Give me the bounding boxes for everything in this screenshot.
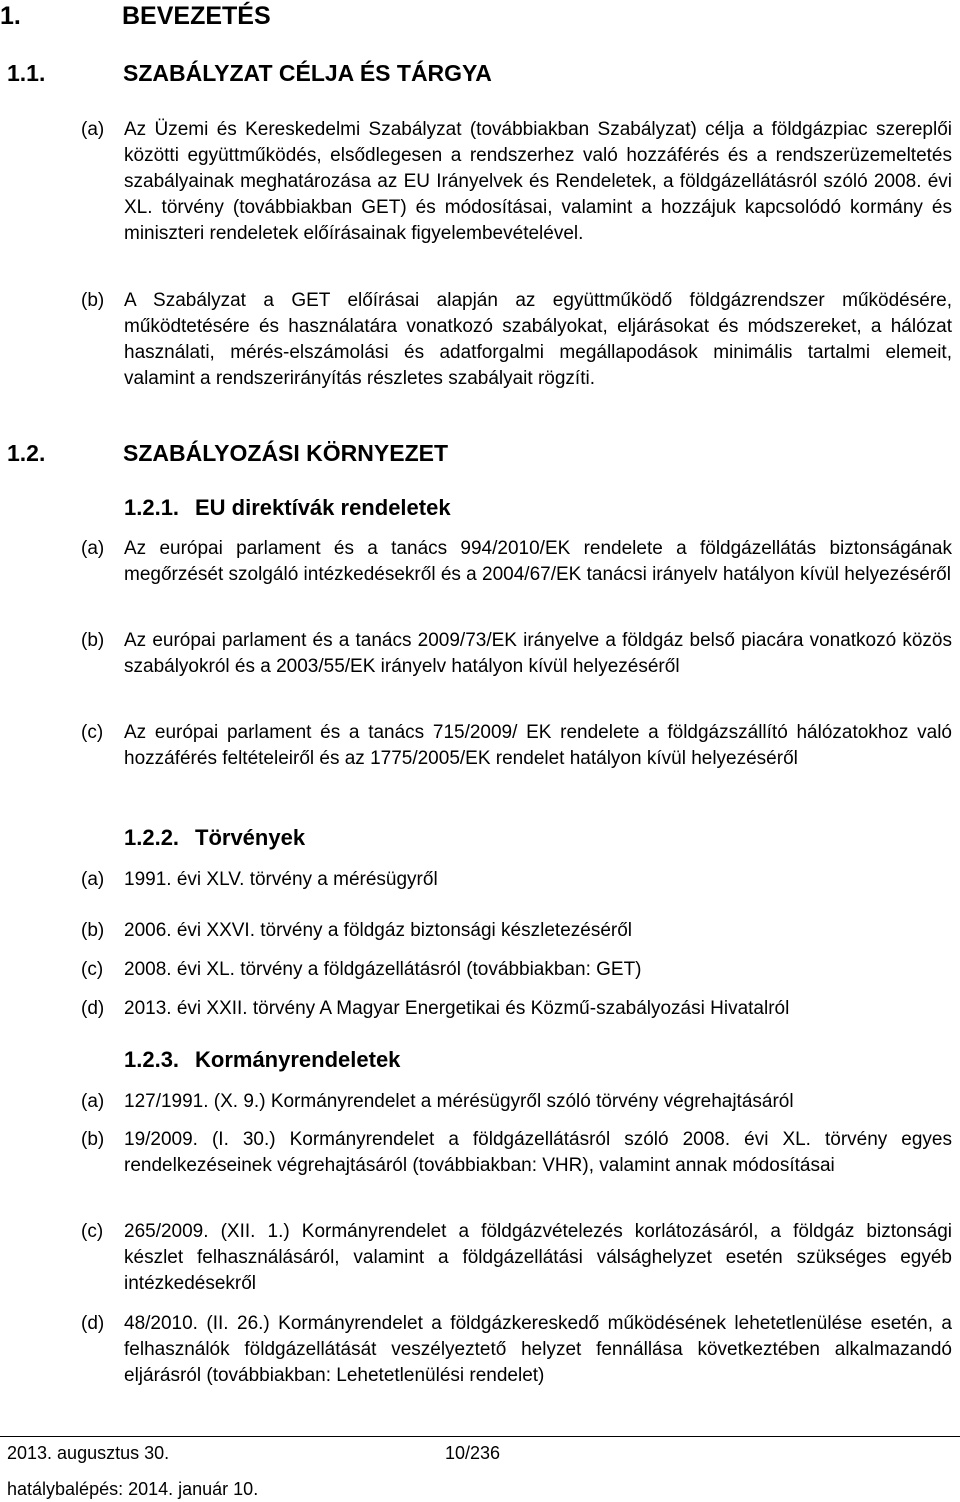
- item-label: (a): [81, 538, 105, 559]
- list-item-1-2-1-c: [81, 720, 952, 772]
- item-text: 1991. évi XLV. törvény a mérésügyről: [124, 869, 438, 890]
- item-text: 2008. évi XL. törvény a földgázellátásról (továbbiakban: GET): [124, 959, 642, 980]
- subsection-heading-1-2-1: [124, 495, 451, 521]
- section-title: SZABÁLYZAT CÉLJA ÉS TÁRGYA: [123, 60, 492, 86]
- list-item-1-2-3-a: [81, 1089, 952, 1115]
- subsection-title: Törvények: [195, 825, 306, 850]
- chapter-title: BEVEZETÉS: [122, 2, 271, 30]
- list-item-1-1-a: [81, 117, 952, 247]
- list-item-1-2-2-a: [81, 867, 952, 893]
- item-label: (a): [81, 1091, 105, 1112]
- list-item-1-2-3-c: [81, 1219, 952, 1297]
- item-label: (d): [81, 1313, 105, 1334]
- chapter-number: 1.: [0, 2, 21, 30]
- footer-page-number: 10/236: [445, 1443, 501, 1463]
- item-text: Az európai parlament és a tanács 2009/73/EK irányelve a földgáz belső piacára vonatkozó közös szabályokról és a 2003/55/EK irányelv hatályon kívül helyezéséről: [124, 630, 952, 677]
- subsection-number: 1.2.2.: [124, 825, 180, 850]
- item-label: (b): [81, 290, 105, 311]
- section-title: SZABÁLYOZÁSI KÖRNYEZET: [123, 440, 449, 466]
- list-item-1-2-1-b: [81, 628, 952, 680]
- item-label: (a): [81, 869, 105, 890]
- item-text: 2013. évi XXII. törvény A Magyar Energetikai és Közmű-szabályozási Hivatalról: [124, 998, 790, 1019]
- item-label: (b): [81, 1129, 105, 1150]
- subsection-heading-1-2-2: [124, 825, 305, 851]
- section-number: 1.1.: [7, 60, 46, 86]
- subsection-heading-1-2-3: [124, 1047, 400, 1073]
- list-item-1-2-3-d: [81, 1311, 952, 1389]
- item-text: Az európai parlament és a tanács 994/2010/EK rendelete a földgázellátás biztonságának megőrzését szolgáló intézkedésekről és a 2004/67/EK tanácsi irányelv hatályon kívül helyezéséről: [124, 538, 952, 585]
- list-item-1-2-1-a: [81, 536, 952, 588]
- item-label: (c): [81, 1221, 104, 1242]
- item-text: Az európai parlament és a tanács 715/2009/ EK rendelete a földgázszállító hálózatokhoz való hozzáférés feltételeiről és az 1775/2005/EK rendelet hatályon kívül helyezéséről: [124, 722, 952, 769]
- footer-date: 2013. augusztus 30.: [7, 1443, 170, 1463]
- item-text: 19/2009. (I. 30.) Kormányrendelet a földgázellátásról szóló 2008. évi XL. törvény egyes rendelkezéseinek végrehajtásáról (továbbiakban: VHR), valamint annak módosításai: [124, 1129, 952, 1176]
- list-item-1-1-b: [81, 288, 952, 392]
- item-label: (b): [81, 630, 105, 651]
- footer-divider: [0, 1436, 960, 1437]
- section-heading-1-1: [7, 60, 492, 87]
- subsection-title: Kormányrendeletek: [195, 1047, 401, 1072]
- list-item-1-2-2-b: [81, 918, 952, 944]
- chapter-heading: [0, 2, 271, 31]
- footer-effective-date: hatálybalépés: 2014. január 10.: [7, 1479, 259, 1499]
- list-item-1-2-2-c: [81, 957, 952, 983]
- section-heading-1-2: [7, 440, 448, 467]
- item-text: A Szabályzat a GET előírásai alapján az együttműködő földgázrendszer működésére, működtetésére és használatára vonatkozó szabályokat, eljárásokat és módszereket, a hálózat használati, mérés-elszámolási és adatforgalmi megállapodások minimális tartalmi elemeit, valamint a rendszerirányítás részletes szabályait rögzíti.: [124, 290, 952, 389]
- list-item-1-2-3-b: [81, 1127, 952, 1179]
- subsection-number: 1.2.3.: [124, 1047, 180, 1072]
- item-text: 127/1991. (X. 9.) Kormányrendelet a mérésügyről szóló törvény végrehajtásáról: [124, 1091, 794, 1112]
- item-label: (d): [81, 998, 105, 1019]
- item-text: Az Üzemi és Kereskedelmi Szabályzat (továbbiakban Szabályzat) célja a földgázpiac szereplői közötti együttműködés, elsődlegesen a rendszerhez való hozzáférés és a rendszerüzemeltetés szabályainak meghatározása az EU Irányelvek és Rendeletek, a földgázellátásról szóló 2008. évi XL. törvény (továbbiakban GET) és módosításai, valamint a hozzájuk kapcsolódó kormány és miniszteri rendeletek előírásainak figyelembevételével.: [124, 119, 952, 244]
- item-text: 48/2010. (II. 26.) Kormányrendelet a földgázkereskedő működésének lehetetlenülése esetén, a felhasználók földgázellátását veszélyeztető helyzet fennállása következtében alkalmazandó eljárásról (továbbiakban: Lehetetlenülési rendelet): [124, 1313, 952, 1386]
- item-text: 265/2009. (XII. 1.) Kormányrendelet a földgázvételezés korlátozásáról, a földgáz biztonsági készlet felhasználásáról, valamint a földgázellátási válsághelyzet esetén szükséges egyéb intézkedésekről: [124, 1221, 952, 1294]
- subsection-number: 1.2.1.: [124, 495, 180, 520]
- item-text: 2006. évi XXVI. törvény a földgáz biztonsági készletezéséről: [124, 920, 633, 941]
- list-item-1-2-2-d: [81, 996, 952, 1022]
- subsection-title: EU direktívák rendeletek: [195, 495, 451, 520]
- item-label: (c): [81, 959, 104, 980]
- section-number: 1.2.: [7, 440, 46, 466]
- item-label: (c): [81, 722, 104, 743]
- item-label: (a): [81, 119, 105, 140]
- item-label: (b): [81, 920, 105, 941]
